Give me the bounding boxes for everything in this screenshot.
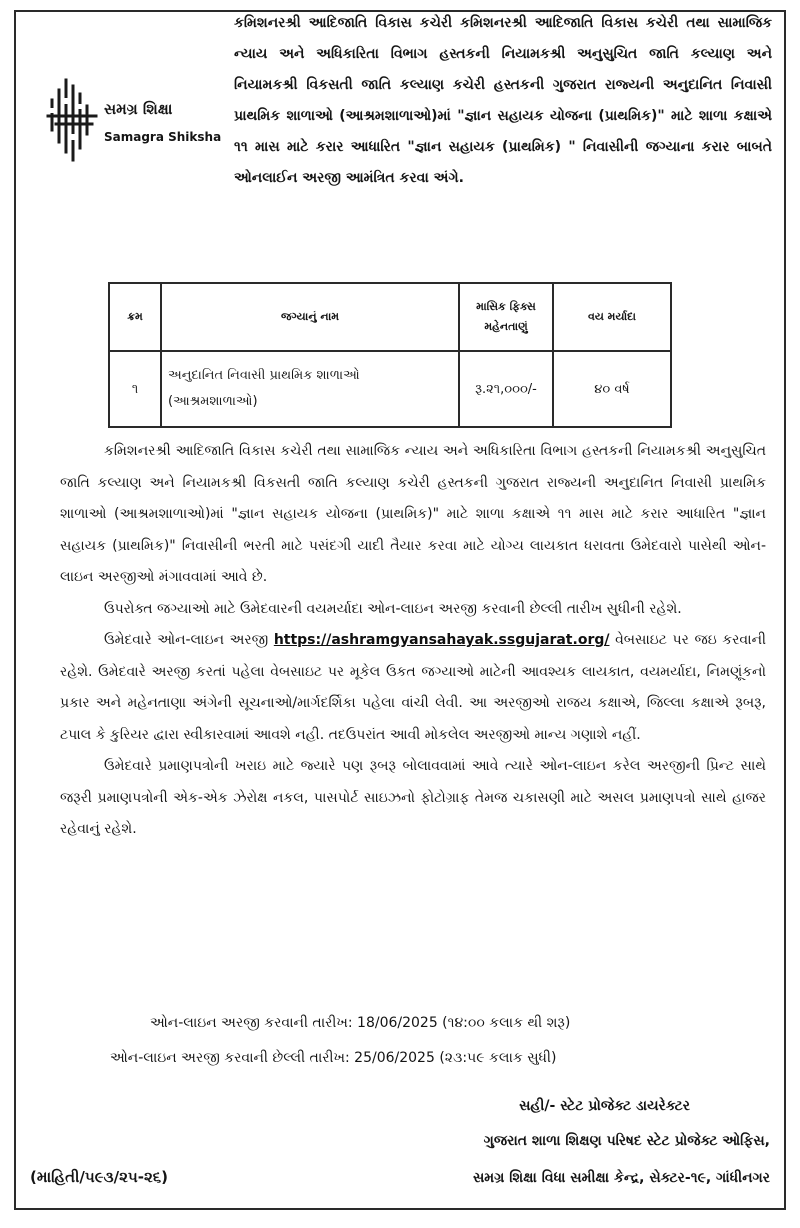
- row-age-limit: ૪૦ વર્ષ: [553, 351, 671, 427]
- signature-designation: સહી/- સ્ટેટ પ્રોજેક્ટ ડાયરેક્ટર: [519, 1098, 690, 1114]
- logo-mark-icon: [46, 78, 102, 162]
- logo-title: સમગ્ર શિક્ષા: [104, 100, 173, 118]
- post-name-line2: (આશ્રમશાળાઓ): [168, 394, 258, 409]
- application-start-date: ઓન-લાઇન અરજી કરવાની તારીખ: 18/06/2025 (૧૪:૦૦ કલાક થી શરૂ): [150, 1015, 571, 1031]
- row-post-name: [161, 351, 459, 427]
- signature-address: સમગ્ર શિક્ષા વિધા સમીક્ષા કેન્દ્ર, સેક્ટર-૧૯, ગાંધીનગર: [472, 1170, 770, 1186]
- post-name-line1: અનુદાનિત નિવાસી પ્રાથમિક શાળાઓ: [168, 368, 360, 383]
- samagra-shiksha-logo: [46, 78, 221, 178]
- row-salary: રૂ.૨૧,૦૦૦/-: [459, 351, 553, 427]
- signature-office: ગુજરાત શાળા શિક્ષણ પરિષદ સ્ટેટ પ્રોજેક્ટ ઓફિસ,: [483, 1133, 770, 1149]
- table-header-row: [109, 283, 671, 351]
- information-reference-number: (માહિતી/૫૯૩/૨૫-૨૬): [30, 1168, 169, 1186]
- paragraph-age-limit: ઉપરોક્ત જગ્યાઓ માટે ઉમેદવારની વયમર્યાદા ઓન-લાઇન અરજી કરવાની છેલ્લી તારીખ સુધીની રહેશે.: [104, 600, 682, 617]
- paragraph-verification: ઉમેદવારે પ્રમાણપત્રોની ખરાઇ માટે જ્યારે પણ રૂબરૂ બોલાવવામાં આવે ત્યારે ઓન-લાઇન કરેલ અરજીની પ્રિન્ટ સાથે જરૂરી પ્રમાણપત્રોની એક-એક ઝેરોક્ષ નકલ, પાસપોર્ટ સાઇઝનો ફોટોગ્રાફ તેમજ ચકાસણી માટે અસલ પ્રમાણપત્રો સાથે હાજર રહેવાનું રહેશે.: [60, 758, 766, 837]
- posts-table: [108, 282, 672, 428]
- col-serial-header: ક્રમ: [109, 283, 161, 351]
- col-age-header: વય મર્યાદા: [553, 283, 671, 351]
- col-post-header: જગ્યાનું નામ: [161, 283, 459, 351]
- notice-heading: કમિશનરશ્રી આદિજાતિ વિકાસ કચેરી કમિશનરશ્રી આદિજાતિ વિકાસ કચેરી તથા સામાજિક ન્યાય અને અધિકારિતા વિભાગ હસ્તકની નિયામકશ્રી અનુસુચિત જાતિ કલ્યાણ અને નિયામકશ્રી વિકસતી જાતિ કલ્યાણ કચેરી હસ્તકની ગુજરાત રાજ્યની અનુદાનિત નિવાસી પ્રાથમિક શાળાઓ (આશ્રમશાળાઓ)માં "જ્ઞાન સહાયક યોજના (પ્રાથમિક)" માટે શાળા કક્ષાએ ૧૧ માસ માટે કરાર આધારિત "જ્ઞાન સહાયક (પ્રાથમિક) " નિવાસીની જગ્યાના કરાર બાબતે ઓનલાઈન અરજી આમંત્રિત કરવા અંગે.: [234, 15, 772, 186]
- application-last-date: ઓન-લાઇન અરજી કરવાની છેલ્લી તારીખ: 25/06/2025 (૨૩:૫૯ કલાક સુધી): [110, 1050, 557, 1066]
- logo-subtitle: Samagra Shiksha: [104, 130, 222, 144]
- application-website-link[interactable]: https://ashramgyansahayak.ssgujarat.org/: [273, 632, 610, 648]
- apply-text-after: વેબસાઇટ પર જઇ કરવાની રહેશે. ઉમેદવારે અરજી કરતાં પહેલા વેબસાઇટ પર મૂકેલ ઉકત જગ્યાઓ માટેની આવશ્યક લાયકાત, વયમર્યાદા, નિમણૂંકનો પ્રકાર અને મહેનતાણા અંગેની સૂચનાઓ/માર્ગદર્શિકા પહેલા વાંચી લેવી. આ અરજીઓ રાજય કક્ષાએ, જિલ્લા કક્ષાએ રૂબરૂ, ટપાલ કે કુરિયર દ્વારા સ્વીકારવામાં આવશે નહી. તદઉપરાંત આવી મોકલેલ અરજીઓ માન્ય ગણાશે નહીં.: [60, 632, 767, 743]
- col-salary-header: માસિક ફિક્સ મહેનતાણું: [459, 283, 553, 351]
- row-serial: ૧: [109, 351, 161, 427]
- notice-body: [60, 436, 766, 846]
- paragraph-apply-online: [60, 625, 766, 751]
- table-row: [109, 351, 671, 427]
- paragraph-intro: કમિશનરશ્રી આદિજાતિ વિકાસ કચેરી તથા સામાજિક ન્યાય અને અધિકારિતા વિભાગ હસ્તકની નિયામકશ્રી અનુસુચિત જાતિ કલ્યાણ અને નિયામકશ્રી વિકસતી જાતિ કલ્યાણ કચેરી હસ્તકની ગુજરાત રાજ્યની અનુદાનિત નિવાસી પ્રાથમિક શાળાઓ (આશ્રમશાળાઓ)માં "જ્ઞાન સહાયક યોજના (પ્રાથમિક)" માટે શાળા કક્ષાએ ૧૧ માસ માટે કરાર આધારિત "જ્ઞાન સહાયક (પ્રાથમિક)" નિવાસીની ભરતી માટે પસંદગી યાદી તૈયાર કરવા માટે યોગ્ય લાયકાત ધરાવતા ઉમેદવારો પાસેથી ઓન-લાઇન અરજીઓ મંગાવવામાં આવે છે.: [60, 443, 766, 585]
- apply-text-before: ઉમેદવારે ઓન-લાઇન અરજી: [104, 632, 274, 648]
